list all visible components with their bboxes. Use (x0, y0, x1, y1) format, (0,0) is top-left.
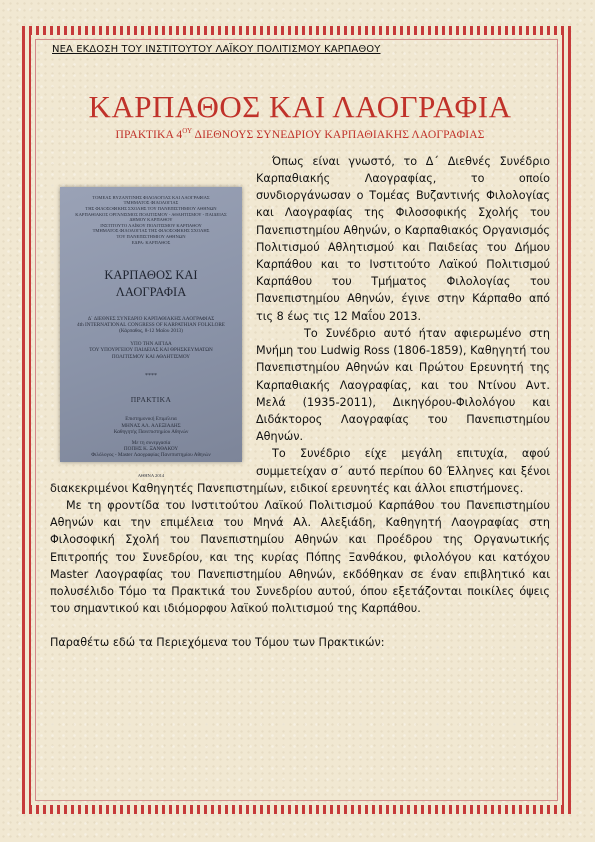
cover-line: Δ΄ ΔΙΕΘΝΕΣ ΣΥΝΕΔΡΙΟ ΚΑΡΠΑΘΙΑΚΗΣ ΛΑΟΓΡΑΦΙΑΣ (87, 315, 215, 322)
cover-line: ΥΠΟ ΤΗΝ ΑΙΓΙΔΑ (130, 340, 172, 347)
cover-line: ΤΟΥ ΠΑΝΕΠΙΣΤΗΜΙΟΥ ΑΘΗΝΩΝ (116, 234, 186, 240)
subtitle-post: ΔΙΕΘΝΟΥΣ ΣΥΝΕΔΡΙΟΥ ΚΑΡΠΑΘΙΑΚΗΣ ΛΑΟΓΡΑΦΙΑΣ (192, 127, 485, 141)
cover-line: Καθηγητής Πανεπιστημίου Αθηνών (113, 429, 189, 436)
cover-top-lines (68, 195, 234, 245)
cover-line: ΤΜΗΜΑΤΟΣ ΦΙΛΟΛΟΓΙΑΣ (123, 200, 179, 206)
cover-line: ΠΟΠΗΣ Κ. ΞΑΝΘΑΚΟΥ (123, 446, 179, 453)
cover-line: Με τη συνεργασία (131, 439, 171, 446)
subtitle-sup: ΟΥ (182, 127, 193, 135)
cover-line: ΤΜΗΜΑΤΟΣ ΦΙΛΟΛΟΓΙΑΣ ΤΗΣ ΦΙΛΟΣΟΦΙΚΗΣ ΣΧΟΛΗΣ (92, 228, 210, 234)
page-title: ΚΑΡΠΑΘΟΣ ΚΑΙ ΛΑΟΓΡΑΦΙΑ (88, 89, 512, 124)
cover-line: ΤΟΥ ΥΠΟΥΡΓΕΙΟΥ ΠΑΙΔΕΙΑΣ ΚΑΙ ΘΡΗΣΚΕΥΜΑΤΩΝ (89, 347, 213, 354)
book-cover-image (60, 187, 242, 478)
paragraph-3: Το Συνέδριο είχε μεγάλη επιτυχία, αφού συμμετείχαν σ΄ αυτό περίπου 60 Έλληνες και ξένοι διακεκριμένοι Καθηγητές Πανεπιστημίων, ειδικοί ερευνητές και άλλοι επιστήμονες. (50, 447, 550, 495)
cover-line: ΤΟΜΕΑΣ ΒΥΖΑΝΤΙΝΗΣ ΦΙΛΟΛΟΓΙΑΣ ΚΑΙ ΛΑΟΓΡΑΦΙΑΣ (92, 194, 210, 200)
paragraph-1: Όπως είναι γνωστό, το Δ΄ Διεθνές Συνέδριο Καρπαθιακής Λαογραφίας, το οποίο συνδιοργάνωσαν ο Τομέας Βυζαντινής Φιλολογίας και Λαογραφίας της Φιλοσοφικής Σχολής του Πανεπιστημίου Αθηνών, ο Καρπαθιακός Οργανισμός Πολιτισμού Αθλητισμού και Παιδείας του Δήμου Καρπάθου και το Ινστιτούτο Λαϊκού Πολιτισμού Καρπάθου του Τμήματος Φιλολογίας του Πανεπιστημίου Αθηνών, έγινε στην Κάρπαθο από τις 8 έως τις 12 Μαΐου 2013. (256, 154, 550, 323)
document-page (50, 40, 550, 652)
cover-line: ΚΑΡΠΑΘΙΑΚΟΣ ΟΡΓΑΝΙΣΜΟΣ ΠΟΛΙΤΙΣΜΟΥ - ΑΘΛΗΤΙΣΜΟΥ - ΠΑΙΔΕΙΑΣ (75, 211, 227, 217)
paragraph-2: Το Συνέδριο αυτό ήταν αφιερωμένο στη Μνήμη του Ludwig Ross (1806-1859), Καθηγητή του Πανεπιστημίου Αθηνών και Πρώτου Ερευνητή της Καρπαθιακής Λαογραφίας, και του Ντίνου Αντ. Μελά (1935-2011), Δικηγόρου-Φιλολόγου και Διδάκτορος Λαογραφίας του Πανεπιστημίου Αθηνών. (256, 326, 550, 444)
cover-title: ΚΑΡΠΑΘΟΣ ΚΑΙ ΛΑΟΓΡΑΦΙΑ (104, 268, 198, 300)
cover-line: ΙΝΣΤΙΤΟΥΤΟ ΛΑΪΚΟΥ ΠΟΛΙΤΙΣΜΟΥ ΚΑΡΠΑΘΟΥ (100, 222, 202, 228)
paragraph-4: Με τη φροντίδα του Ινστιτούτου Λαϊκού Πολιτισμού Καρπάθου του Πανεπιστημίου Αθηνών και την επιμέλεια του Μηνά Αλ. Αλεξιάδη, Καθηγητή Λαογραφίας στη Φιλοσοφική Σχολή του Πανεπιστημίου Αθηνών και Προέδρου της Οργανωτικής Επιτροπής του Συνεδρίου, και της κυρίας Πόπης Ξανθάκου, φιλολόγου και κατόχου Master Λαογραφίας του Πανεπιστημίου Αθηνών, εκδόθηκαν σε έναν επιβλητικό και πολυσέλιδο Τόμο τα Πρακτικά του Συνεδρίου αυτού, όπου εξετάζονται ποικίλες όψεις του σημαντικού και ιδιόμορφου λαϊκού πολιτισμού της Καρπάθου. (50, 498, 550, 616)
cover-praktika: ΠΡΑΚΤΙΚΑ (130, 395, 172, 405)
cover-mid-lines (68, 316, 234, 360)
subtitle-pre: ΠΡΑΚΤΙΚΑ 4 (115, 127, 183, 141)
paragraph-5: Παραθέτω εδώ τα Περιεχόμενα του Τόμου των Πρακτικών: (50, 636, 385, 650)
cover-line: ΜΗΝΑΣ ΑΛ. ΑΛΕΞΙΑΔΗΣ (121, 422, 181, 429)
cover-line: Φιλόλογος - Master Λαογραφίας Πανεπιστημίου Αθηνών (91, 452, 211, 459)
header-line: ΝΕΑ ΕΚΔΟΣΗ ΤΟΥ ΙΝΣΤΙΤΟΥΤΟΥ ΛΑΪΚΟΥ ΠΟΛΙΤΙΣΜΟΥ ΚΑΡΠΑΘΟΥ (52, 44, 381, 55)
cover-line: ΠΟΛΙΤΙΣΜΟΥ ΚΑΙ ΑΘΛΗΤΙΣΜΟΥ (111, 353, 191, 360)
article-body (50, 153, 550, 652)
cover-line: Επιστημονική Επιμέλεια (125, 416, 177, 423)
cover-line: ΔΗΜΟΥ ΚΑΡΠΑΘΟΥ (129, 217, 173, 223)
page-subtitle (50, 127, 550, 141)
cover-line: ΤΗΣ ΦΙΛΟΣΟΦΙΚΗΣ ΣΧΟΛΗΣ ΤΟΥ ΠΑΝΕΠΙΣΤΗΜΙΟΥ ΑΘΗΝΩΝ (85, 206, 217, 212)
cover-editor-lines (68, 416, 234, 458)
cover-line: (Κάρπαθος, 8-12 Μαΐου 2013) (119, 328, 183, 335)
cover-stars: **** (145, 373, 157, 380)
cover-foot: ΑΘΗΝΑ 2014 (137, 472, 165, 478)
cover-line: ΕΔΡΑ: ΚΑΡΠΑΘΟΣ (131, 239, 171, 245)
cover-line: 4th INTERNATIONAL CONGRESS OF KARPATHIAN FOLKLORE (77, 322, 225, 329)
